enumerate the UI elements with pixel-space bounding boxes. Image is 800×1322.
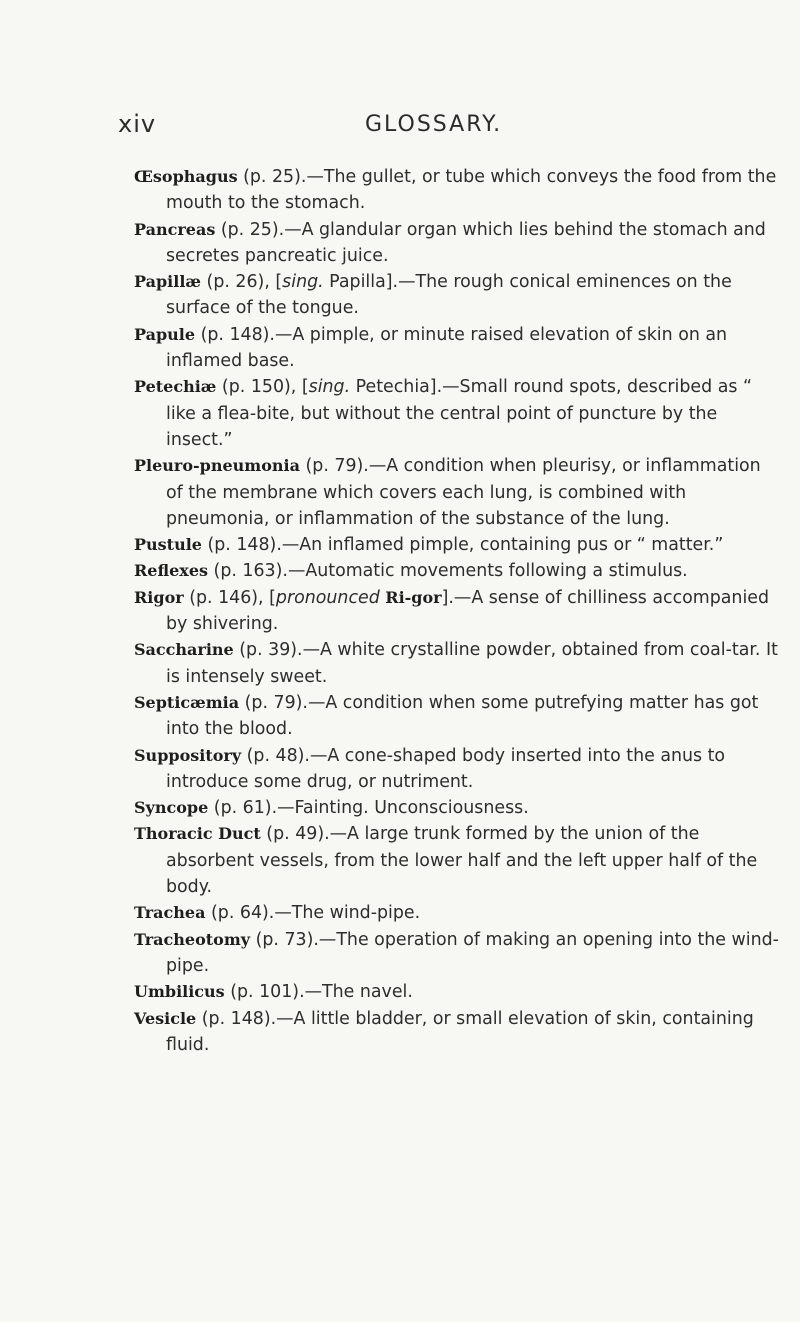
entry-definition: —The wind-pipe. xyxy=(274,903,421,924)
glossary-entry xyxy=(134,164,780,217)
glossary-entry xyxy=(134,795,780,821)
glossary-entry xyxy=(134,1006,780,1059)
entry-term: Papillæ xyxy=(134,272,201,292)
entry-definition: —The operation of making an opening into the wind-pipe. xyxy=(166,929,779,976)
entry-note: sing. xyxy=(308,377,351,398)
entry-term: Œsophagus xyxy=(134,167,238,186)
entry-term: Pancreas xyxy=(134,219,216,239)
running-title: GLOSSARY. xyxy=(365,112,503,137)
entry-term: Papule xyxy=(134,324,196,344)
entry-term: Petechiæ xyxy=(134,377,217,397)
entry-note: sing. xyxy=(282,272,324,293)
entry-term: Syncope xyxy=(134,798,209,818)
entry-definition: —The gullet, or tube which conveys the food from the mouth to the stomach. xyxy=(166,167,777,214)
entry-definition: —Fainting. Unconsciousness. xyxy=(277,798,529,819)
glossary-entry xyxy=(134,743,780,796)
entry-bracket-close: ]. xyxy=(441,587,454,608)
entry-singular: Petechia] xyxy=(350,377,437,398)
entry-definition: —The rough conical eminences on the surface of the tongue. xyxy=(166,272,732,319)
entry-definition: —A large trunk formed by the union of the absorbent vessels, from the lower half and the left upper half of the body. xyxy=(166,824,758,898)
glossary-entry xyxy=(134,217,780,270)
glossary-entry xyxy=(134,821,780,900)
entry-definition: —A condition when pleurisy, or inflammation of the membrane which covers each lung, is combined with pneumonia, or inflammation of the substance of the lung. xyxy=(166,456,761,529)
glossary-entry xyxy=(134,900,780,926)
entry-reference: (p. 79). xyxy=(239,692,308,713)
entry-reference: (p. 64). xyxy=(205,903,275,924)
glossary-entry xyxy=(134,690,780,743)
entry-reference: (p. 25). xyxy=(237,167,307,187)
entry-definition: —An inflamed pimple, containing pus or “ matter.” xyxy=(281,535,724,556)
glossary-entry xyxy=(134,532,780,558)
glossary-entry xyxy=(134,927,780,980)
glossary-entry xyxy=(134,269,780,322)
entry-term: Vesicle xyxy=(134,1008,197,1028)
entry-term: Reflexes xyxy=(134,561,209,581)
entry-definition: —A glandular organ which lies behind the stomach and secretes pancreatic juice. xyxy=(166,219,766,266)
glossary-entry xyxy=(134,453,780,532)
entry-reference: (p. 148). xyxy=(196,1008,277,1029)
entry-reference: (p. 39). xyxy=(233,640,303,661)
entry-reference: (p. 48). xyxy=(241,745,310,766)
entry-reference: (p. 101). xyxy=(224,982,305,1003)
entry-reference: (p. 26), [ xyxy=(201,272,283,293)
entry-bracket-close: . xyxy=(436,377,443,398)
glossary-entry xyxy=(134,979,780,1005)
entry-reference: (p. 25). xyxy=(215,219,285,240)
entry-reference: (p. 148). xyxy=(195,324,275,345)
glossary-entry xyxy=(134,585,780,638)
entry-note: pronounced xyxy=(275,587,380,608)
page-number: xiv xyxy=(118,110,157,138)
entry-term: Suppository xyxy=(134,745,242,765)
entry-singular: Papilla] xyxy=(323,272,393,293)
entry-definition: —The navel. xyxy=(304,982,413,1003)
entry-definition: —A white crystalline powder, obtained from coal-tar. It is intensely sweet. xyxy=(166,640,778,687)
entry-reference: (p. 61). xyxy=(208,798,278,819)
glossary-entry xyxy=(134,558,780,584)
entry-bracket-close: . xyxy=(392,272,399,293)
page-header xyxy=(0,110,800,140)
entry-definition: —A pimple, or minute raised elevation of skin on an inflamed base. xyxy=(166,324,728,372)
glossary-entry xyxy=(134,374,780,453)
entry-definition: —A condition when some putrefying matter has got into the blood. xyxy=(166,692,759,740)
glossary-entry xyxy=(134,322,780,375)
entry-term: Saccharine xyxy=(134,640,234,660)
entry-definition: —A cone-shaped body inserted into the anus to introduce some drug, or nutriment. xyxy=(166,745,726,792)
glossary-entry xyxy=(134,637,780,690)
entry-term: Umbilicus xyxy=(134,982,225,1002)
entry-reference: (p. 148). xyxy=(201,535,282,556)
entry-term: Thoracic Duct xyxy=(134,824,261,844)
entry-reference: (p. 73). xyxy=(250,929,319,950)
entry-definition: —Automatic movements following a stimulus. xyxy=(287,561,688,582)
entry-term: Rigor xyxy=(134,587,184,607)
entry-reference: (p. 163). xyxy=(208,561,288,582)
entry-term: Trachea xyxy=(134,903,206,923)
entry-term: Tracheotomy xyxy=(134,929,251,949)
entry-definition: —A sense of chilliness accompanied by shivering. xyxy=(166,587,770,635)
entry-pronunciation: Ri-gor xyxy=(385,587,442,607)
entry-reference: (p. 146), [ xyxy=(183,587,276,608)
entry-reference: (p. 49). xyxy=(260,824,330,845)
entry-term: Pustule xyxy=(134,535,202,555)
entry-reference: (p. 150), [ xyxy=(216,377,309,398)
entry-term: Pleuro-pneumonia xyxy=(134,456,300,476)
entry-reference: (p. 79). xyxy=(299,456,369,477)
glossary-list xyxy=(134,164,780,1058)
entry-definition: —Small round spots, described as “ like a flea-bite, but without the central point of puncture by the insect.” xyxy=(166,377,752,450)
entry-term: Septicæmia xyxy=(134,692,240,712)
entry-definition: —A little bladder, or small elevation of skin, containing fluid. xyxy=(166,1008,754,1055)
